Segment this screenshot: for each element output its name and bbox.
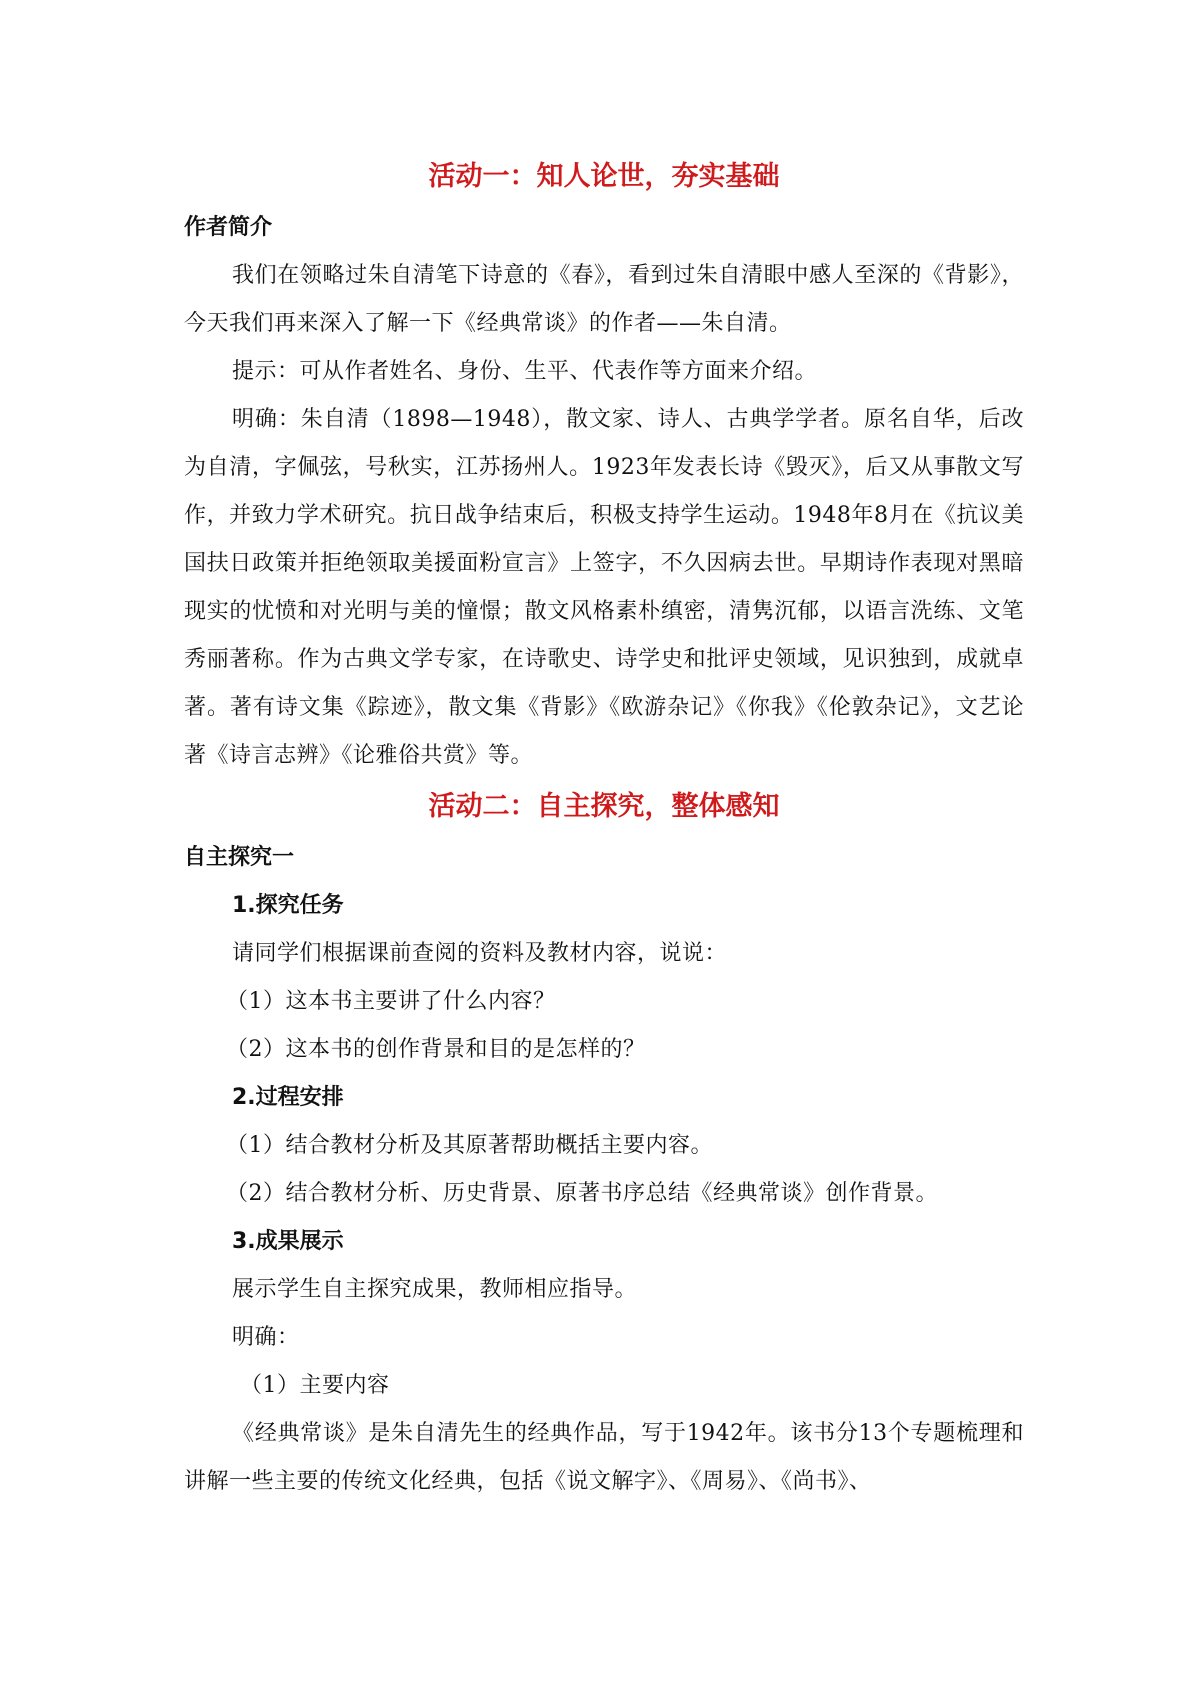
main-content-paragraph: 《经典常谈》是朱自清先生的经典作品，写于1942年。该书分13个专题梳理和讲解一些主要的传统文化经典，包括《说文解字》、《周易》、《尚书》、 [184,1421,1024,1494]
process-step-2: （2）结合教材分析、历史背景、原著书序总结《经典常谈》创作背景。 [226,1181,938,1206]
clarify-label: 明确： [232,1325,300,1350]
author-intro-heading: 作者简介 [184,215,273,240]
self-study-heading: 自主探究一 [184,845,295,870]
result-heading: 3.成果展示 [232,1229,344,1254]
task-text: 请同学们根据课前查阅的资料及教材内容，说说： [232,941,728,966]
intro-paragraph: 我们在领略过朱自清笔下诗意的《春》，看到过朱自清眼中感人至深的《背影》，今天我们再来深入了解一下《经典常谈》的作者——朱自清。 [184,263,1024,336]
hint-paragraph: 提示：可从作者姓名、身份、生平、代表作等方面来介绍。 [232,359,818,384]
process-heading: 2.过程安排 [232,1085,344,1110]
task-question-1: （1）这本书主要讲了什么内容？ [226,989,556,1014]
document-page [184,150,1024,1506]
main-content-heading: （1）主要内容 [240,1373,390,1398]
result-text: 展示学生自主探究成果，教师相应指导。 [232,1277,638,1302]
process-step-1: （1）结合教材分析及其原著帮助概括主要内容。 [226,1133,713,1158]
task-heading: 1.探究任务 [232,893,344,918]
author-answer-paragraph: 明确：朱自清（1898—1948），散文家、诗人、古典学学者。原名自华，后改为自清，字佩弦，号秋实，江苏扬州人。1923年发表长诗《毁灭》，后又从事散文写作，并致力学术研究。抗日战争结束后，积极支持学生运动。1948年8月在《抗议美国扶日政策并拒绝领取美援面粉宣言》上签字，不久因病去世。早期诗作表现对黑暗现实的忧愤和对光明与美的憧憬；散文风格素朴缜密，清隽沉郁，以语言洗练、文笔秀丽著称。作为古典文学专家，在诗歌史、诗学史和批评史领域，见识独到，成就卓著。著有诗文集《踪迹》，散文集《背影》《欧游杂记》《你我》《伦敦杂记》，文艺论著《诗言志辨》《论雅俗共赏》等。 [184,407,1024,768]
task-question-2: （2）这本书的创作背景和目的是怎样的？ [226,1037,646,1062]
activity-two-title: 活动二：自主探究，整体感知 [428,791,780,822]
activity-one-title: 活动一：知人论世，夯实基础 [428,161,780,192]
